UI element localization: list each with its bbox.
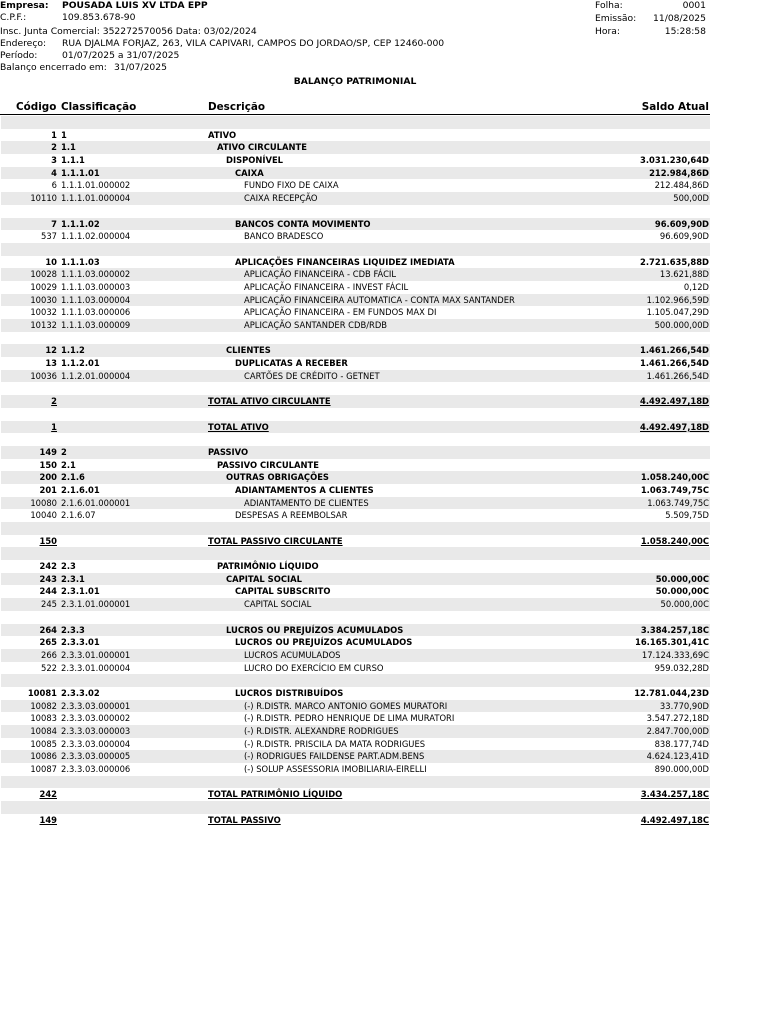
cell-saldo: 17.124.333,69C	[641, 649, 709, 660]
cell-descricao: APLICAÇÕES FINANCEIRAS LIQUIDEZ IMEDIATA	[235, 256, 455, 267]
endereco-label: Endereço:	[0, 38, 47, 49]
cell-descricao: CAIXA RECEPÇÃO	[244, 193, 318, 204]
balance-table	[1, 116, 710, 827]
table-row	[1, 662, 710, 675]
cell-descricao: CAPITAL SOCIAL	[244, 599, 312, 610]
table-row	[1, 256, 710, 269]
cell-codigo: 150	[39, 459, 57, 470]
cell-descricao: BANCOS CONTA MOVIMENTO	[235, 218, 371, 229]
cell-descricao: ADIANTAMENTOS A CLIENTES	[235, 484, 374, 495]
cell-codigo: 10086	[30, 751, 57, 762]
folha-value: 0001	[682, 0, 706, 11]
cell-descricao: PATRIMÔNIO LÍQUIDO	[217, 561, 319, 572]
cell-classificacao: 2.3.3.03.000002	[61, 713, 131, 724]
table-row	[1, 218, 710, 231]
blank-row	[1, 433, 710, 446]
cell-saldo: 959.032,28D	[654, 662, 709, 673]
cell-classificacao: 2.1.6.01	[61, 484, 100, 495]
table-row	[1, 370, 710, 383]
cell-saldo: 16.165.301,41C	[635, 637, 709, 648]
cell-classificacao: 2.3.1.01	[61, 586, 100, 597]
table-row	[1, 687, 710, 700]
cell-descricao: TOTAL PATRIMÔNIO LÍQUIDO	[208, 789, 343, 800]
cell-saldo: 0,12D	[683, 281, 709, 292]
table-row	[1, 192, 710, 205]
table-row	[1, 268, 710, 281]
table-row	[1, 344, 710, 357]
cell-classificacao: 2.3.3.03.000003	[61, 726, 131, 736]
cell-codigo: 10028	[30, 269, 57, 280]
cell-descricao: DUPLICATAS A RECEBER	[235, 358, 348, 369]
cell-codigo: 10083	[30, 713, 57, 724]
cell-saldo: 3.031.230,64D	[640, 155, 709, 166]
blank-row	[1, 674, 710, 687]
cell-codigo: 266	[41, 649, 57, 660]
cell-saldo: 4.492.497,18D	[640, 396, 709, 407]
cell-codigo: 10082	[30, 700, 57, 711]
cpf-value: 109.853.678-90	[62, 12, 136, 23]
cell-descricao: LUCROS OU PREJUÍZOS ACUMULADOS	[226, 624, 404, 635]
cell-codigo: 245	[41, 599, 57, 610]
cell-classificacao: 2.1.6.07	[61, 510, 96, 521]
col-codigo: Código	[16, 101, 57, 113]
blank-row	[1, 801, 710, 814]
cell-saldo: 4.492.497,18D	[640, 421, 709, 432]
table-row	[1, 598, 710, 611]
cell-descricao: (-) R.DISTR. MARCO ANTONIO GOMES MURATORI	[244, 700, 448, 711]
cell-codigo: 149	[39, 814, 57, 825]
table-row	[1, 357, 710, 370]
cell-saldo: 1.058.240,00C	[640, 535, 709, 546]
cell-codigo: 10087	[30, 764, 57, 775]
cell-descricao: BANCO BRADESCO	[244, 231, 324, 242]
cell-codigo: 1	[51, 421, 57, 432]
table-row	[1, 636, 710, 649]
col-descricao: Descrição	[208, 101, 266, 113]
cell-codigo: 13	[45, 358, 57, 369]
table-row	[1, 319, 710, 332]
table-row	[1, 649, 710, 662]
cell-codigo: 149	[39, 446, 57, 457]
cell-classificacao: 1.1.1.01.000002	[61, 180, 131, 191]
cell-codigo: 10084	[30, 726, 57, 736]
table-row	[1, 446, 710, 459]
cell-saldo: 1.461.266,54D	[640, 358, 709, 369]
cell-codigo: 243	[39, 573, 57, 584]
cell-saldo: 13.621,88D	[659, 269, 709, 280]
blank-row	[1, 547, 710, 560]
table-row	[1, 573, 710, 586]
cell-saldo: 50.000,00C	[655, 573, 709, 584]
cell-saldo: 96.609,90D	[659, 231, 709, 242]
cell-descricao: ATIVO CIRCULANTE	[217, 142, 307, 153]
cell-descricao: FUNDO FIXO DE CAIXA	[244, 180, 339, 191]
cell-classificacao: 2	[61, 446, 67, 457]
hora-label: Hora:	[595, 26, 621, 37]
table-row	[1, 179, 710, 192]
cell-descricao: CAPITAL SUBSCRITO	[235, 586, 331, 597]
cell-codigo: 10029	[30, 281, 57, 292]
cell-descricao: DESPESAS A REEMBOLSAR	[235, 510, 348, 521]
table-row	[1, 281, 710, 294]
cell-descricao: (-) RODRIGUES FAILDENSE PART.ADM.BENS	[244, 751, 425, 762]
cell-classificacao: 2.3.1.01.000001	[61, 599, 131, 610]
cell-codigo: 10030	[30, 294, 57, 305]
table-row	[1, 167, 710, 180]
cell-codigo: 10	[45, 256, 57, 267]
cell-codigo: 2	[51, 142, 57, 153]
blank-row	[1, 205, 710, 218]
cell-descricao: APLICAÇÃO FINANCEIRA - INVEST FÁCIL	[244, 281, 409, 292]
cell-saldo: 1.058.240,00C	[640, 472, 709, 483]
cell-saldo: 50.000,00C	[660, 599, 709, 610]
cell-codigo: 10081	[27, 687, 57, 698]
table-row	[1, 471, 710, 484]
cell-classificacao: 2.3.3.03.000006	[61, 764, 131, 775]
table-row	[1, 712, 710, 725]
blank-row	[1, 382, 710, 395]
col-classificacao: Classificação	[61, 101, 137, 113]
cell-classificacao: 1.1.1.03.000009	[61, 320, 131, 330]
blank-row	[1, 522, 710, 535]
cell-classificacao: 1	[61, 129, 67, 140]
cell-codigo: 201	[39, 484, 57, 495]
cell-saldo: 3.384.257,18C	[640, 624, 709, 635]
report-title: BALANÇO PATRIMONIAL	[293, 76, 417, 87]
cell-saldo: 4.624.123,41D	[646, 751, 709, 762]
emissao-label: Emissão:	[595, 13, 637, 24]
cell-descricao: CAIXA	[235, 167, 264, 178]
table-row	[1, 395, 710, 408]
cell-descricao: TOTAL ATIVO	[208, 421, 269, 432]
cell-codigo: 10032	[30, 307, 57, 318]
cell-saldo: 212.484,86D	[654, 180, 709, 191]
cell-descricao: CARTÕES DE CRÉDITO - GETNET	[244, 370, 380, 381]
cpf-label: C.P.F.:	[0, 12, 27, 23]
cell-saldo: 12.781.044,23D	[634, 687, 709, 698]
cell-descricao: LUCRO DO EXERCÍCIO EM CURSO	[244, 662, 384, 673]
cell-saldo: 1.461.266,54D	[646, 370, 709, 381]
cell-codigo: 537	[41, 231, 57, 242]
cell-saldo: 2.721.635,88D	[640, 256, 709, 267]
table-row	[1, 700, 710, 713]
table-row	[1, 509, 710, 522]
endereco-value: RUA DJALMA FORJAZ, 263, VILA CAPIVARI, CAMPOS DO JORDAO/SP, CEP 12460-000	[62, 38, 445, 49]
cell-saldo: 3.547.272,18D	[646, 713, 709, 724]
periodo-label: Período:	[0, 50, 38, 61]
cell-codigo: 265	[39, 637, 57, 648]
cell-classificacao: 1.1.1.03.000004	[61, 294, 131, 305]
blank-row	[1, 408, 710, 421]
cell-codigo: 4	[51, 167, 57, 178]
table-row	[1, 750, 710, 763]
cell-saldo: 33.770,90D	[659, 700, 709, 711]
emissao-value: 11/08/2025	[653, 13, 706, 24]
cell-codigo: 244	[39, 586, 57, 597]
cell-saldo: 96.609,90D	[654, 218, 709, 229]
cell-codigo: 2	[51, 396, 57, 407]
cell-descricao: (-) SOLUP ASSESSORIA IMOBILIARIA-EIRELLI	[244, 764, 427, 775]
cell-classificacao: 2.3.3.01.000001	[61, 649, 131, 660]
junta-comercial: Insc. Junta Comercial: 352272570056 Data: 03/02/2024	[0, 26, 257, 37]
cell-classificacao: 1.1.1.03.000003	[61, 281, 131, 292]
cell-codigo: 10080	[30, 497, 57, 508]
cell-descricao: (-) R.DISTR. PRISCILA DA MATA RODRIGUES	[244, 738, 426, 749]
table-row	[1, 141, 710, 154]
cell-descricao: APLICAÇÃO FINANCEIRA AUTOMATICA - CONTA MAX SANTANDER	[244, 294, 515, 305]
hora-value: 15:28:58	[664, 26, 706, 37]
cell-codigo: 242	[39, 561, 57, 572]
cell-classificacao: 2.3.1	[61, 573, 85, 584]
cell-descricao: APLICAÇÃO FINANCEIRA - CDB FÁCIL	[244, 269, 397, 280]
cell-classificacao: 2.3.3.03.000004	[61, 738, 131, 749]
cell-codigo: 1	[51, 129, 57, 140]
column-header	[0, 101, 710, 115]
cell-classificacao: 1.1.1.03	[61, 256, 100, 267]
cell-saldo: 5.509,75D	[665, 510, 709, 521]
table-row	[1, 294, 710, 307]
cell-descricao: PASSIVO CIRCULANTE	[217, 459, 319, 470]
cell-descricao: APLICAÇÃO FINANCEIRA - EM FUNDOS MAX DI	[244, 307, 437, 318]
table-row	[1, 788, 710, 801]
cell-classificacao: 1.1	[61, 142, 76, 153]
cell-descricao: TOTAL PASSIVO	[208, 814, 281, 825]
blank-row	[1, 611, 710, 624]
cell-codigo: 10085	[30, 738, 57, 749]
cell-descricao: TOTAL PASSIVO CIRCULANTE	[208, 535, 343, 546]
cell-saldo: 838.177,74D	[654, 738, 709, 749]
cell-classificacao: 1.1.1.02.000004	[61, 231, 131, 242]
table-row	[1, 497, 710, 510]
cell-codigo: 10110	[30, 193, 57, 204]
table-row	[1, 129, 710, 142]
cell-codigo: 12	[45, 345, 57, 356]
cell-classificacao: 2.1.6.01.000001	[61, 497, 131, 508]
empresa-value: POUSADA LUIS XV LTDA EPP	[62, 0, 208, 11]
table-row	[1, 560, 710, 573]
cell-saldo: 1.063.749,75C	[647, 497, 709, 508]
cell-classificacao: 1.1.1	[61, 155, 85, 166]
table-row	[1, 421, 710, 434]
cell-saldo: 2.847.700,00D	[646, 726, 709, 736]
balanco-label: Balanço encerrado em:	[0, 62, 107, 73]
cell-codigo: 522	[41, 662, 57, 673]
cell-descricao: TOTAL ATIVO CIRCULANTE	[208, 396, 331, 407]
cell-descricao: ADIANTAMENTO DE CLIENTES	[244, 497, 369, 508]
table-row	[1, 230, 710, 243]
cell-codigo: 242	[39, 789, 57, 800]
cell-classificacao: 2.3.3.03.000005	[61, 751, 131, 762]
cell-codigo: 10036	[30, 370, 57, 381]
cell-codigo: 7	[51, 218, 57, 229]
cell-classificacao: 2.3.3.01.000004	[61, 662, 131, 673]
cell-saldo: 1.102.966,59D	[646, 294, 709, 305]
cell-classificacao: 1.1.2.01	[61, 358, 100, 369]
cell-codigo: 200	[39, 472, 57, 483]
cell-classificacao: 1.1.1.01.000004	[61, 193, 131, 204]
cell-codigo: 150	[39, 535, 57, 546]
cell-classificacao: 2.1.6	[61, 472, 85, 483]
folha-label: Folha:	[595, 0, 623, 11]
cell-classificacao: 1.1.1.03.000002	[61, 269, 131, 280]
empresa-label: Empresa:	[0, 0, 49, 11]
blank-row	[1, 116, 710, 129]
table-row	[1, 585, 710, 598]
cell-descricao: PASSIVO	[208, 446, 249, 457]
cell-classificacao: 1.1.1.01	[61, 167, 100, 178]
cell-saldo: 1.461.266,54D	[640, 345, 709, 356]
cell-descricao: ATIVO	[208, 129, 237, 140]
cell-codigo: 10040	[30, 510, 57, 521]
cell-codigo: 3	[51, 155, 57, 166]
cell-descricao: LUCROS DISTRIBUÍDOS	[235, 687, 344, 698]
cell-codigo: 264	[39, 624, 57, 635]
cell-descricao: CAPITAL SOCIAL	[226, 573, 302, 584]
cell-saldo: 3.434.257,18C	[640, 789, 709, 800]
cell-descricao: CLIENTES	[226, 345, 271, 356]
table-row	[1, 725, 710, 738]
cell-saldo: 1.063.749,75C	[640, 484, 709, 495]
cell-descricao: (-) R.DISTR. PEDRO HENRIQUE DE LIMA MURATORI	[244, 713, 455, 724]
cell-saldo: 500,00D	[673, 193, 709, 204]
cell-classificacao: 1.1.2.01.000004	[61, 370, 131, 381]
balanco-value: 31/07/2025	[114, 62, 167, 73]
table-row	[1, 624, 710, 637]
cell-saldo: 4.492.497,18C	[640, 814, 709, 825]
header-divider	[0, 114, 710, 115]
cell-descricao: (-) R.DISTR. ALEXANDRE RODRIGUES	[244, 726, 399, 736]
cell-saldo: 890.000,00D	[654, 764, 709, 775]
cell-descricao: APLICAÇÃO SANTANDER CDB/RDB	[244, 320, 388, 330]
cell-saldo: 500.000,00D	[654, 320, 709, 330]
cell-saldo: 1.105.047,29D	[646, 307, 709, 318]
cell-descricao: OUTRAS OBRIGAÇÕES	[226, 472, 329, 483]
cell-codigo: 6	[51, 180, 57, 191]
table-row	[1, 814, 710, 827]
cell-classificacao: 2.3.3.02	[61, 687, 100, 698]
blank-row	[1, 332, 710, 345]
cell-descricao: DISPONÍVEL	[226, 155, 284, 166]
table-row	[1, 459, 710, 472]
cell-classificacao: 2.3.3.01	[61, 637, 100, 648]
cell-saldo: 50.000,00C	[655, 586, 709, 597]
cell-descricao: LUCROS ACUMULADOS	[244, 649, 341, 660]
table-row	[1, 484, 710, 497]
table-row	[1, 154, 710, 167]
cell-saldo: 212.984,86D	[649, 167, 709, 178]
table-row	[1, 738, 710, 751]
blank-row	[1, 243, 710, 256]
blank-row	[1, 776, 710, 789]
cell-classificacao: 1.1.1.03.000006	[61, 307, 131, 318]
col-saldo-atual: Saldo Atual	[641, 101, 709, 113]
cell-classificacao: 1.1.1.02	[61, 218, 100, 229]
table-row	[1, 535, 710, 548]
cell-classificacao: 2.3.3	[61, 624, 85, 635]
cell-classificacao: 1.1.2	[61, 345, 85, 356]
periodo-value: 01/07/2025 a 31/07/2025	[62, 50, 180, 61]
cell-classificacao: 2.3	[61, 561, 76, 572]
cell-descricao: LUCROS OU PREJUÍZOS ACUMULADOS	[235, 637, 413, 648]
cell-codigo: 10132	[30, 320, 57, 330]
cell-classificacao: 2.3.3.03.000001	[61, 700, 131, 711]
cell-classificacao: 2.1	[61, 459, 76, 470]
table-row	[1, 763, 710, 776]
table-row	[1, 306, 710, 319]
